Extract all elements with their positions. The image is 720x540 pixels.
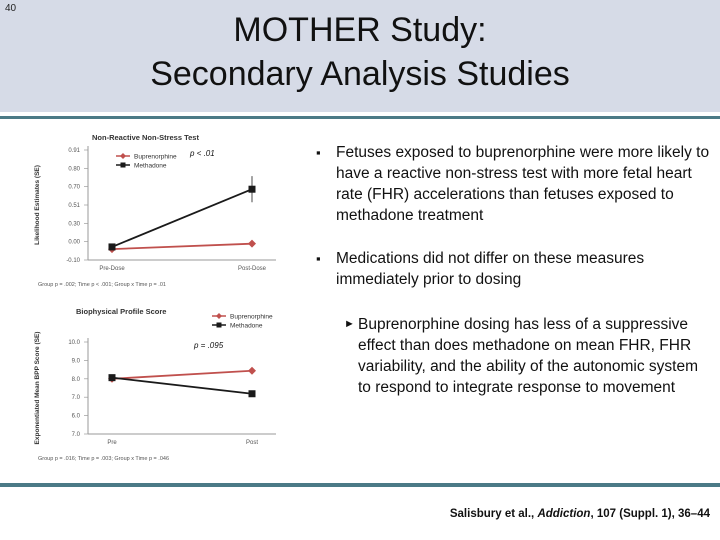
slide-title-line1: MOTHER Study: (233, 11, 487, 49)
y-tick-label: 0.51 (68, 203, 80, 209)
legend-marker (216, 313, 222, 319)
legend-marker (120, 153, 126, 159)
data-point-methadone (249, 390, 256, 397)
legend-label: Buprenorphine (134, 153, 177, 161)
citation-authors: Salisbury et al., (449, 508, 538, 520)
legend-label: Buprenorphine (230, 313, 273, 321)
data-point-methadone (249, 186, 256, 193)
series-line-buprenorphine (112, 371, 252, 379)
legend-marker (217, 323, 222, 328)
bottom-divider (0, 483, 720, 487)
top-divider (0, 116, 720, 119)
sub-bullet-text: Buprenorphine dosing has less of a suppressive effect than does methadone on mean FHR, FHR variability, and the ability of the autonomic system to respond to integrate response to movement (358, 316, 699, 396)
legend-label: Methadone (134, 162, 167, 170)
data-point-buprenorphine (248, 240, 256, 248)
y-tick-label: -0.10 (66, 258, 80, 264)
citation-details: , 107 (Suppl. 1), 36–44 (590, 508, 710, 520)
y-tick-label: 7.0 (71, 395, 80, 402)
citation-journal: Addiction (537, 508, 591, 520)
chart-footnote: Group p = .016; Time p = .003; Group x Time p = .046 (38, 456, 170, 462)
chart-title: Non-Reactive Non-Stress Test (92, 133, 199, 142)
chart-footnote: Group p = .002; Time p < .001; Group x Time p = .01 (38, 282, 166, 288)
significance-annotation: p = .095 (194, 341, 224, 350)
significance-annotation: p < .01 (190, 149, 215, 158)
nonstress-test-chart-svg (30, 126, 300, 296)
x-tick-label: Post (245, 440, 259, 446)
y-tick-label: 0.80 (68, 166, 80, 173)
bullet-text: Fetuses exposed to buprenorphine were more likely to have a reactive non-stress test with more fetal heart rate (FHR) accelerations than fetuses exposed to methadone treatment (336, 144, 710, 224)
legend-marker (121, 163, 126, 168)
x-tick-label: Post-Dose (237, 266, 267, 272)
bullet-list (314, 142, 714, 398)
square-bullet-icon: ▪ (316, 145, 321, 160)
y-tick-label: 0.30 (68, 221, 80, 228)
y-tick-label: 0.00 (68, 239, 80, 246)
y-tick-label: 6.0 (71, 413, 80, 420)
y-tick-label: 8.0 (71, 376, 80, 383)
slide-number: 40 (5, 3, 17, 14)
series-line-methadone (112, 189, 252, 247)
y-tick-label: 7.0 (71, 432, 80, 438)
y-tick-label: 0.70 (68, 184, 80, 191)
square-bullet-icon: ▪ (316, 251, 321, 266)
slide-title-line2: Secondary Analysis Studies (150, 55, 570, 93)
chart-title: Biophysical Profile Score (76, 307, 167, 316)
y-axis-label: Likelihood Estimates (SE) (34, 165, 41, 245)
x-tick-label: Pre-Dose (99, 266, 125, 272)
x-tick-label: Pre (107, 440, 117, 446)
nonstress-test-chart (30, 126, 300, 296)
data-point-methadone (109, 243, 116, 250)
bullet-item (314, 142, 714, 226)
biophysical-profile-chart-svg (30, 304, 300, 466)
bullet-item (314, 248, 714, 290)
series-line-methadone (112, 378, 252, 394)
y-tick-label: 0.91 (68, 148, 80, 154)
sub-bullet-item (344, 314, 714, 398)
biophysical-profile-chart (30, 304, 300, 466)
title-band (0, 0, 720, 112)
slide-title (0, 8, 720, 96)
series-line-buprenorphine (112, 244, 252, 249)
y-tick-label: 9.0 (71, 358, 80, 365)
citation (300, 508, 710, 520)
y-tick-label: 10.0 (68, 340, 80, 346)
legend-label: Methadone (230, 322, 263, 330)
bullet-text: Medications did not differ on these measures immediately prior to dosing (336, 250, 645, 288)
arrow-bullet-icon: ► (344, 318, 355, 330)
data-point-buprenorphine (248, 367, 256, 375)
y-axis-label: Exponentiated Mean BPP Score (SE) (34, 331, 41, 445)
data-point-methadone (109, 374, 116, 381)
